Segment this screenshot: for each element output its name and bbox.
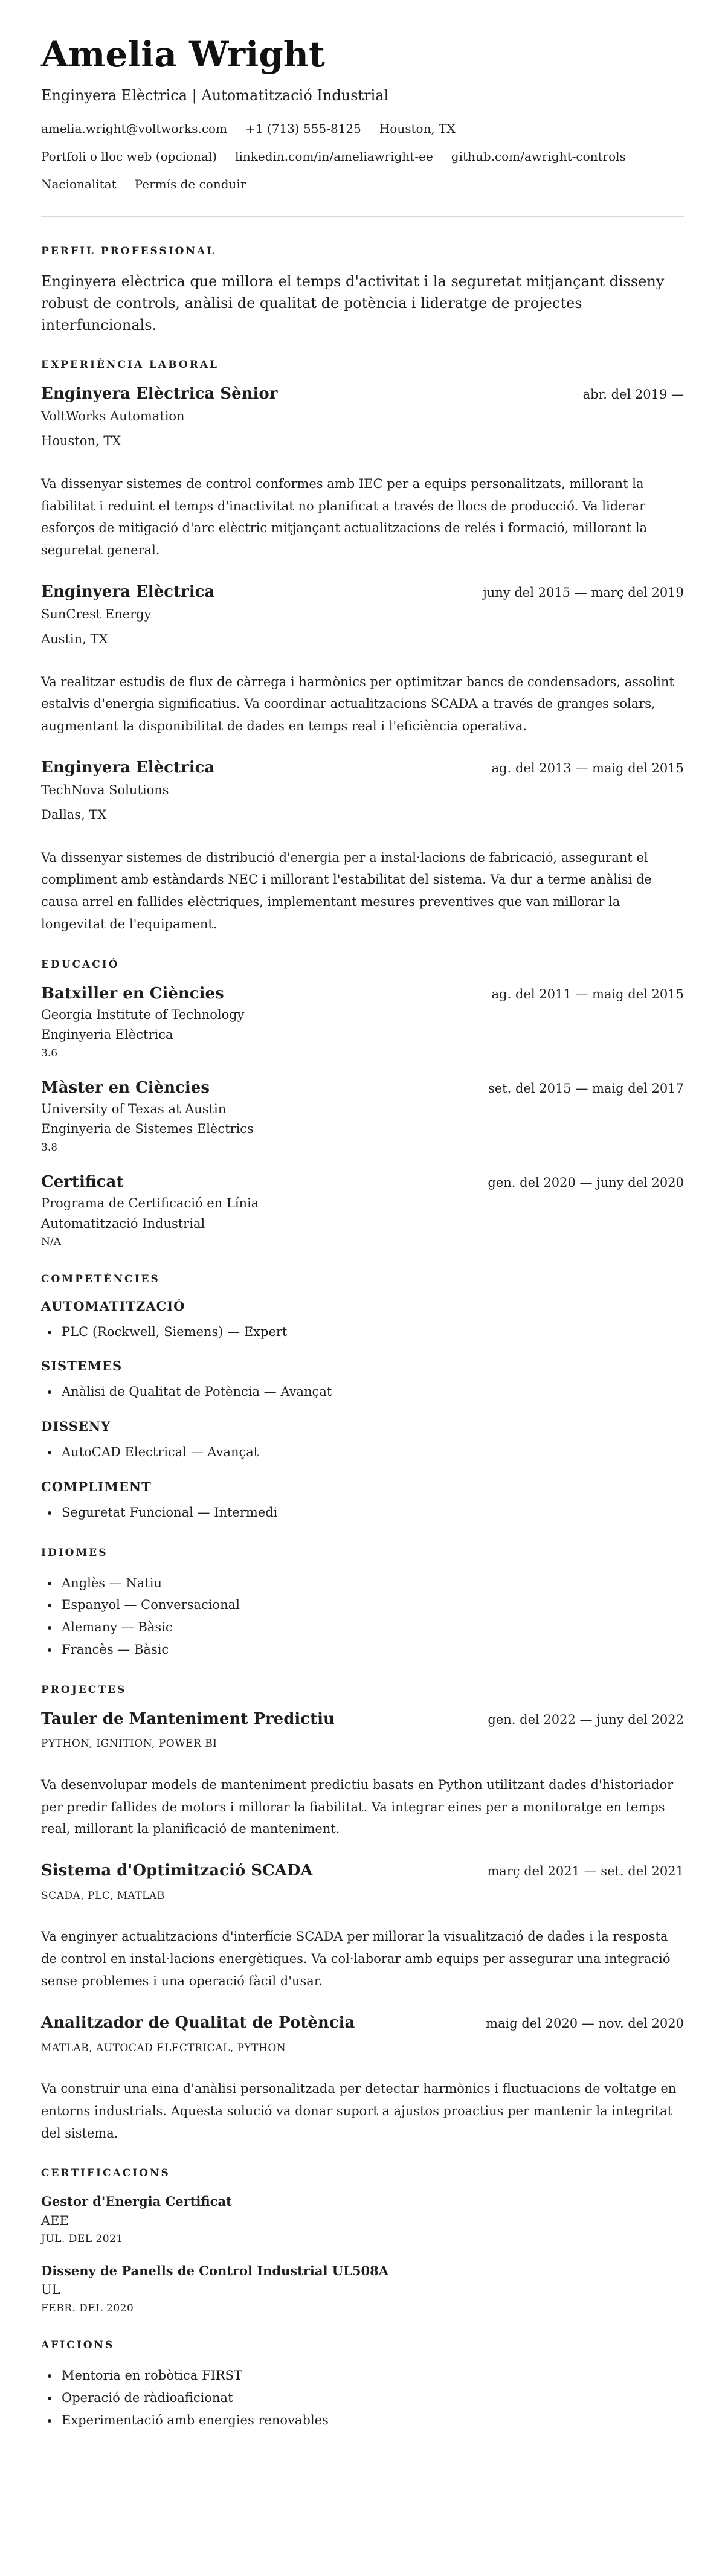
location-text: Houston, TX bbox=[379, 121, 456, 137]
education-dates: ag. del 2011 — maig del 2015 bbox=[491, 986, 684, 1001]
skill-list bbox=[41, 1502, 684, 1524]
school-name: University of Texas at Austin bbox=[41, 1101, 227, 1116]
resume-header bbox=[41, 36, 684, 192]
degree-title: Certificat bbox=[41, 1173, 124, 1192]
job-dates: ag. del 2013 — maig del 2015 bbox=[491, 760, 684, 776]
project-entry bbox=[41, 2013, 684, 2145]
education-entry bbox=[41, 984, 684, 1061]
project-dates: gen. del 2022 — juny del 2022 bbox=[488, 1712, 684, 1727]
experience-entry bbox=[41, 758, 684, 936]
company-name: TechNova Solutions bbox=[41, 782, 169, 797]
project-description: Va enginyer actualitzacions d'interfície SCADA per millorar la visualització de dades i la resposta de control en instal·lacions energètiques. Va col·laborar amb equips per assegurar una integració sense problemes i una operació fàcil d'usar. bbox=[41, 1929, 671, 1988]
candidate-name: Amelia Wright bbox=[41, 34, 325, 75]
skill-item: • AutoCAD Electrical — Avançat bbox=[59, 1441, 684, 1463]
project-tags: PYTHON, IGNITION, POWER BI bbox=[41, 1738, 218, 1750]
language-list bbox=[41, 1572, 684, 1661]
skill-list bbox=[41, 1441, 684, 1463]
education-dates: set. del 2015 — maig del 2017 bbox=[488, 1081, 684, 1096]
section-title: PROJECTES bbox=[41, 1683, 127, 1696]
project-dates: març del 2021 — set. del 2021 bbox=[487, 1864, 684, 1879]
education-entry bbox=[41, 1172, 684, 1250]
experience-entry bbox=[41, 384, 684, 562]
education-section bbox=[41, 959, 684, 1250]
skill-item: • PLC (Rockwell, Siemens) — Expert bbox=[59, 1321, 684, 1343]
hobby-list bbox=[41, 2365, 684, 2431]
language-item: • Espanyol — Conversacional bbox=[59, 1594, 684, 1616]
job-description: Va dissenyar sistemes de control conformes amb IEC per a equips personalitzats, millorant la fiabilitat i reduint el temps d'inactivitat no planificat a través de llocs de producció. Va liderar esforços de mitigació d'arc elèctric mitjançant actualitzacions de relés i formació, millorant la seguretat general. bbox=[41, 476, 648, 558]
project-tags: SCADA, PLC, MATLAB bbox=[41, 1889, 165, 1902]
project-dates: maig del 2020 — nov. del 2020 bbox=[486, 2016, 684, 2031]
license-text: Permís de conduir bbox=[134, 177, 246, 192]
project-description: Va desenvolupar models de manteniment predictiu basats en Python utilitzant dades d'historiador per predir fallides de motors i millorar la fiabilitat. Va integrar eines per a monitoratge en temps real, millorant la planificació de manteniment. bbox=[41, 1777, 674, 1837]
skill-category: DISSENY bbox=[41, 1419, 111, 1434]
degree-title: Màster en Ciències bbox=[41, 1079, 210, 1097]
certification-entry bbox=[41, 2262, 684, 2316]
projects-section bbox=[41, 1684, 684, 2145]
hobbies-section bbox=[41, 2339, 684, 2431]
language-item: • Francès — Bàsic bbox=[59, 1639, 684, 1661]
school-name: Programa de Certificació en Línia bbox=[41, 1196, 259, 1211]
nationality-text: Nacionalitat bbox=[41, 177, 117, 192]
certification-name: Disseny de Panells de Control Industrial UL508A bbox=[41, 2263, 388, 2278]
job-description: Va realitzar estudis de flux de càrrega i harmònics per optimitzar bancs de condensadors, assolint estalvis d'energia significatius. Va coordinar actualitzacions SCADA a través de granges solars, augmentant la disponibilitat de dades en temps real i l'eficiència operativa. bbox=[41, 674, 674, 734]
contact-row-links bbox=[41, 149, 684, 164]
school-name: Georgia Institute of Technology bbox=[41, 1007, 245, 1022]
project-tags: MATLAB, AUTOCAD ELECTRICAL, PYTHON bbox=[41, 2041, 286, 2054]
contact-row-primary bbox=[41, 121, 684, 137]
experience-entry bbox=[41, 582, 684, 737]
certification-date: FEBR. DEL 2020 bbox=[41, 2302, 134, 2314]
field-of-study: Enginyeria Elèctrica bbox=[41, 1027, 173, 1042]
phone-text: +1 (713) 555-8125 bbox=[245, 121, 361, 137]
degree-title: Batxiller en Ciències bbox=[41, 984, 224, 1003]
field-of-study: Enginyeria de Sistemes Elèctrics bbox=[41, 1122, 254, 1137]
education-dates: gen. del 2020 — juny del 2020 bbox=[488, 1175, 684, 1190]
language-item: • Anglès — Natiu bbox=[59, 1572, 684, 1595]
job-title: Enginyera Elèctrica Sènior bbox=[41, 385, 278, 403]
section-title: EXPERIÈNCIA LABORAL bbox=[41, 359, 219, 371]
certifications-section bbox=[41, 2167, 684, 2316]
skill-category: SISTEMES bbox=[41, 1358, 123, 1374]
skill-category: COMPLIMENT bbox=[41, 1479, 152, 1494]
section-title: PERFIL PROFESSIONAL bbox=[41, 245, 216, 258]
certification-issuer: AEE bbox=[41, 2213, 69, 2228]
experience-section bbox=[41, 359, 684, 936]
certification-issuer: UL bbox=[41, 2282, 60, 2298]
project-entry bbox=[41, 1709, 684, 1841]
summary-text: Enginyera elèctrica que millora el temps d'activitat i la seguretat mitjançant disseny robust de controls, anàlisi de qualitat de potència i lideratge de projectes interfuncionals. bbox=[41, 273, 665, 334]
summary-section bbox=[41, 245, 684, 336]
field-of-study: Automatització Industrial bbox=[41, 1216, 205, 1231]
gpa-text: 3.6 bbox=[41, 1047, 58, 1059]
section-title: CERTIFICACIONS bbox=[41, 2167, 170, 2180]
language-item: • Alemany — Bàsic bbox=[59, 1616, 684, 1639]
skill-list bbox=[41, 1381, 684, 1403]
email-link[interactable]: amelia.wright@voltworks.com bbox=[41, 121, 228, 137]
section-title: AFICIONS bbox=[41, 2339, 115, 2352]
header-divider bbox=[41, 216, 684, 217]
company-name: VoltWorks Automation bbox=[41, 408, 185, 423]
languages-section bbox=[41, 1547, 684, 1661]
hobby-item: • Experimentació amb energies renovables bbox=[59, 2409, 684, 2432]
linkedin-link[interactable]: linkedin.com/in/ameliawright-ee bbox=[235, 149, 433, 164]
hobby-item: • Operació de ràdioaficionat bbox=[59, 2387, 684, 2409]
education-entry bbox=[41, 1078, 684, 1155]
section-title: COMPETÈNCIES bbox=[41, 1273, 160, 1285]
section-title: IDIOMES bbox=[41, 1546, 108, 1559]
job-dates: abr. del 2019 — bbox=[582, 387, 684, 402]
job-title: Enginyera Elèctrica bbox=[41, 758, 215, 777]
section-title: EDUCACIÓ bbox=[41, 958, 120, 971]
skills-section bbox=[41, 1273, 684, 1524]
hobby-item: • Mentoria en robòtica FIRST bbox=[59, 2365, 684, 2387]
gpa-text: N/A bbox=[41, 1236, 61, 1248]
contact-row-extra bbox=[41, 176, 684, 192]
skill-category: AUTOMATITZACIÓ bbox=[41, 1298, 185, 1314]
headline: Enginyera Elèctrica | Automatització Industrial bbox=[41, 86, 389, 104]
job-description: Va dissenyar sistemes de distribució d'energia per a instal·lacions de fabricació, assegurant el compliment amb estàndards NEC i millorant l'estabilitat del sistema. Va dur a terme anàlisi de causa arrel en fallides elèctriques, implementant mesures preventives que van millorar la longevitat de l'equipament. bbox=[41, 850, 652, 931]
job-location: Austin, TX bbox=[41, 632, 108, 647]
job-dates: juny del 2015 — març del 2019 bbox=[483, 585, 684, 600]
certification-name: Gestor d'Energia Certificat bbox=[41, 2194, 232, 2209]
project-name: Sistema d'Optimització SCADA bbox=[41, 1861, 313, 1880]
skill-item: • Anàlisi de Qualitat de Potència — Avançat bbox=[59, 1381, 684, 1403]
certification-entry bbox=[41, 2192, 684, 2247]
portfolio-link[interactable]: Portfoli o lloc web (opcional) bbox=[41, 149, 218, 164]
skill-item: • Seguretat Funcional — Intermedi bbox=[59, 1502, 684, 1524]
project-name: Tauler de Manteniment Predictiu bbox=[41, 1709, 335, 1728]
gpa-text: 3.8 bbox=[41, 1141, 58, 1154]
project-description: Va construir una eina d'anàlisi personalitzada per detectar harmònics i fluctuacions de voltatge en entorns industrials. Aquesta solució va donar suport a ajustos proactius per mantenir la integritat del sistema. bbox=[41, 2081, 677, 2141]
job-location: Dallas, TX bbox=[41, 808, 107, 823]
certification-date: JUL. DEL 2021 bbox=[41, 2233, 123, 2246]
job-title: Enginyera Elèctrica bbox=[41, 582, 215, 601]
skill-list bbox=[41, 1321, 684, 1343]
company-name: SunCrest Energy bbox=[41, 606, 152, 622]
project-entry bbox=[41, 1861, 684, 1993]
project-name: Analitzador de Qualitat de Potència bbox=[41, 2013, 355, 2032]
job-location: Houston, TX bbox=[41, 434, 121, 449]
github-link[interactable]: github.com/awright-controls bbox=[451, 149, 626, 164]
